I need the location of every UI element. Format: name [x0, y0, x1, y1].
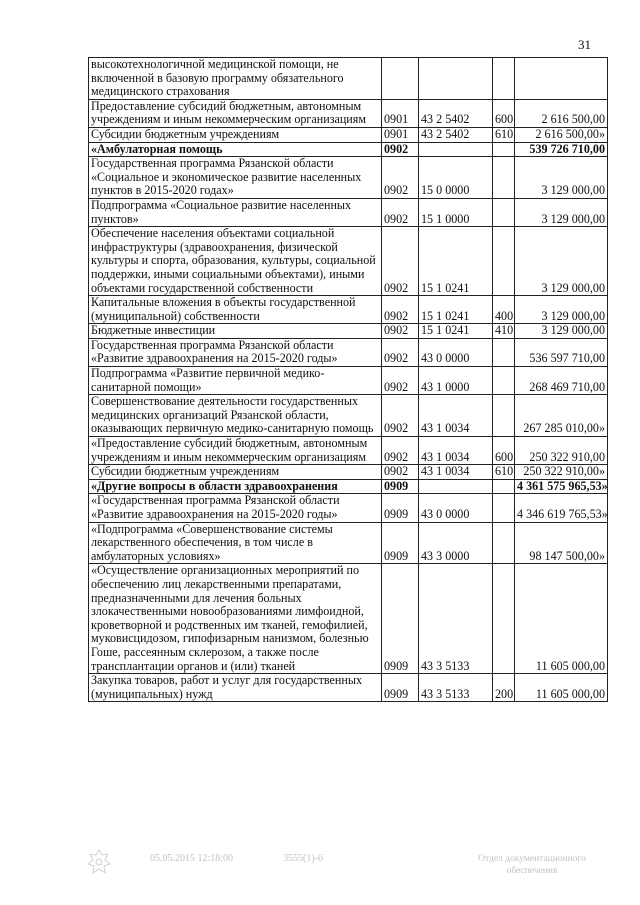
row-amount: 539 726 710,00 — [515, 142, 608, 157]
row-section: 0909 — [382, 494, 419, 522]
row-name: «Амбулаторная помощь — [89, 142, 382, 157]
row-amount: 3 129 000,00 — [515, 324, 608, 339]
row-section: 0909 — [382, 564, 419, 674]
table-row — [89, 494, 608, 522]
row-csr: 43 1 0034 — [419, 395, 493, 437]
row-csr: 43 2 5402 — [419, 99, 493, 127]
row-vr — [493, 395, 515, 437]
table-row — [89, 338, 608, 366]
row-name: «Предоставление субсидий бюджетным, автономным учреждениям и иным некоммерческим организациям — [89, 437, 382, 465]
row-vr — [493, 157, 515, 199]
row-csr: 43 3 5133 — [419, 564, 493, 674]
row-section: 0909 — [382, 674, 419, 702]
row-csr: 43 2 5402 — [419, 127, 493, 142]
row-csr — [419, 479, 493, 494]
row-section: 0902 — [382, 198, 419, 226]
table-row — [89, 522, 608, 564]
row-amount: 3 129 000,00 — [515, 198, 608, 226]
row-name: Государственная программа Рязанской области «Развитие здравоохранения на 2015-2020 годы» — [89, 338, 382, 366]
row-amount: 2 616 500,00» — [515, 127, 608, 142]
table-row — [89, 58, 608, 100]
row-section: 0901 — [382, 127, 419, 142]
row-section: 0902 — [382, 296, 419, 324]
table-row — [89, 674, 608, 702]
row-vr — [493, 227, 515, 296]
table-row — [89, 296, 608, 324]
row-amount: 3 129 000,00 — [515, 227, 608, 296]
table-row — [89, 395, 608, 437]
row-amount: 98 147 500,00» — [515, 522, 608, 564]
row-csr: 43 1 0034 — [419, 437, 493, 465]
row-csr: 43 1 0000 — [419, 367, 493, 395]
row-vr: 610 — [493, 465, 515, 480]
budget-table — [88, 57, 608, 702]
row-csr: 43 3 0000 — [419, 522, 493, 564]
row-vr — [493, 338, 515, 366]
footer-stamp: Отдел документационного обеспечения — [478, 854, 586, 876]
row-amount: 3 129 000,00 — [515, 296, 608, 324]
row-amount: 2 616 500,00 — [515, 99, 608, 127]
row-section: 0902 — [382, 142, 419, 157]
footer-code: 3555(1)-6 — [283, 853, 323, 864]
row-amount: 250 322 910,00» — [515, 465, 608, 480]
table-row — [89, 564, 608, 674]
table-row — [89, 227, 608, 296]
row-section: 0902 — [382, 324, 419, 339]
row-section: 0901 — [382, 99, 419, 127]
row-vr — [493, 142, 515, 157]
row-amount: 3 129 000,00 — [515, 157, 608, 199]
table-row — [89, 157, 608, 199]
row-csr — [419, 142, 493, 157]
table-row — [89, 367, 608, 395]
row-vr: 400 — [493, 296, 515, 324]
row-csr: 43 1 0034 — [419, 465, 493, 480]
row-name: «Осуществление организационных мероприятий по обеспечению лиц лекарственными препаратами, предназначенными для лечения больных злокачественными новообразованиями лимфоидной, кроветворной и родственных им тканей, гемофилией, муковисцидозом, гипофизарным нанизмом, болезнью Гоше, рассеянным склерозом, а также после трансплантации органов и (или) тканей — [89, 564, 382, 674]
table-row — [89, 142, 608, 157]
row-name: «Другие вопросы в области здравоохранения — [89, 479, 382, 494]
row-csr: 43 0 0000 — [419, 338, 493, 366]
row-amount: 4 346 619 765,53» — [515, 494, 608, 522]
row-name: Субсидии бюджетным учреждениям — [89, 127, 382, 142]
row-csr — [419, 58, 493, 100]
row-csr: 43 3 5133 — [419, 674, 493, 702]
row-section — [382, 58, 419, 100]
coat-of-arms-logo — [86, 848, 112, 876]
table-row — [89, 465, 608, 480]
row-name: Капитальные вложения в объекты государственной (муниципальной) собственности — [89, 296, 382, 324]
row-amount: 4 361 575 965,53» — [515, 479, 608, 494]
row-vr: 600 — [493, 437, 515, 465]
row-vr — [493, 564, 515, 674]
row-section: 0902 — [382, 338, 419, 366]
table-row — [89, 99, 608, 127]
row-csr: 15 0 0000 — [419, 157, 493, 199]
row-name: Обеспечение населения объектами социальной инфраструктуры (здравоохранения, физической культуры и спорта, образования, культуры, социальной поддержки, иными социальными объектами), иными объектами государственной собственности — [89, 227, 382, 296]
row-vr — [493, 522, 515, 564]
page-number: 31 — [578, 37, 591, 52]
row-name: высокотехнологичной медицинской помощи, не включенной в базовую программу обязательного медицинского страхования — [89, 58, 382, 100]
row-name: Подпрограмма «Развитие первичной медико-санитарной помощи» — [89, 367, 382, 395]
row-name: Закупка товаров, работ и услуг для государственных (муниципальных) нужд — [89, 674, 382, 702]
row-amount: 250 322 910,00 — [515, 437, 608, 465]
row-vr — [493, 367, 515, 395]
row-name: «Подпрограмма «Совершенствование системы лекарственного обеспечения, в том числе в амбулаторных условиях» — [89, 522, 382, 564]
row-amount: 267 285 010,00» — [515, 395, 608, 437]
row-vr — [493, 58, 515, 100]
row-vr: 610 — [493, 127, 515, 142]
row-amount: 11 605 000,00 — [515, 564, 608, 674]
table-row — [89, 198, 608, 226]
row-amount: 268 469 710,00 — [515, 367, 608, 395]
row-section: 0902 — [382, 227, 419, 296]
row-vr: 600 — [493, 99, 515, 127]
row-amount: 536 597 710,00 — [515, 338, 608, 366]
row-name: Субсидии бюджетным учреждениям — [89, 465, 382, 480]
row-section: 0902 — [382, 465, 419, 480]
row-csr: 15 1 0241 — [419, 324, 493, 339]
row-section: 0902 — [382, 157, 419, 199]
row-csr: 15 1 0241 — [419, 227, 493, 296]
table-row — [89, 479, 608, 494]
row-amount — [515, 58, 608, 100]
budget-table-body — [89, 58, 608, 702]
row-amount: 11 605 000,00 — [515, 674, 608, 702]
row-csr: 15 1 0000 — [419, 198, 493, 226]
footer-date: 05.05.2015 12:18:00 — [150, 853, 234, 864]
row-csr: 43 0 0000 — [419, 494, 493, 522]
row-name: Подпрограмма «Социальное развитие населенных пунктов» — [89, 198, 382, 226]
row-section: 0909 — [382, 522, 419, 564]
row-vr: 200 — [493, 674, 515, 702]
row-name: «Государственная программа Рязанской области «Развитие здравоохранения на 2015-2020 годы» — [89, 494, 382, 522]
table-row — [89, 324, 608, 339]
row-section: 0902 — [382, 437, 419, 465]
row-name: Бюджетные инвестиции — [89, 324, 382, 339]
table-row — [89, 127, 608, 142]
row-name: Совершенствование деятельности государственных медицинских организаций Рязанской области, оказывающих первичную медико-санитарную помощь — [89, 395, 382, 437]
row-csr: 15 1 0241 — [419, 296, 493, 324]
row-name: Предоставление субсидий бюджетным, автономным учреждениям и иным некоммерческим организациям — [89, 99, 382, 127]
row-section: 0902 — [382, 395, 419, 437]
table-row — [89, 437, 608, 465]
row-section: 0902 — [382, 367, 419, 395]
row-section: 0909 — [382, 479, 419, 494]
row-name: Государственная программа Рязанской области «Социальное и экономическое развитие населенных пунктов в 2015-2020 годах» — [89, 157, 382, 199]
row-vr — [493, 494, 515, 522]
row-vr: 410 — [493, 324, 515, 339]
row-vr — [493, 479, 515, 494]
row-vr — [493, 198, 515, 226]
